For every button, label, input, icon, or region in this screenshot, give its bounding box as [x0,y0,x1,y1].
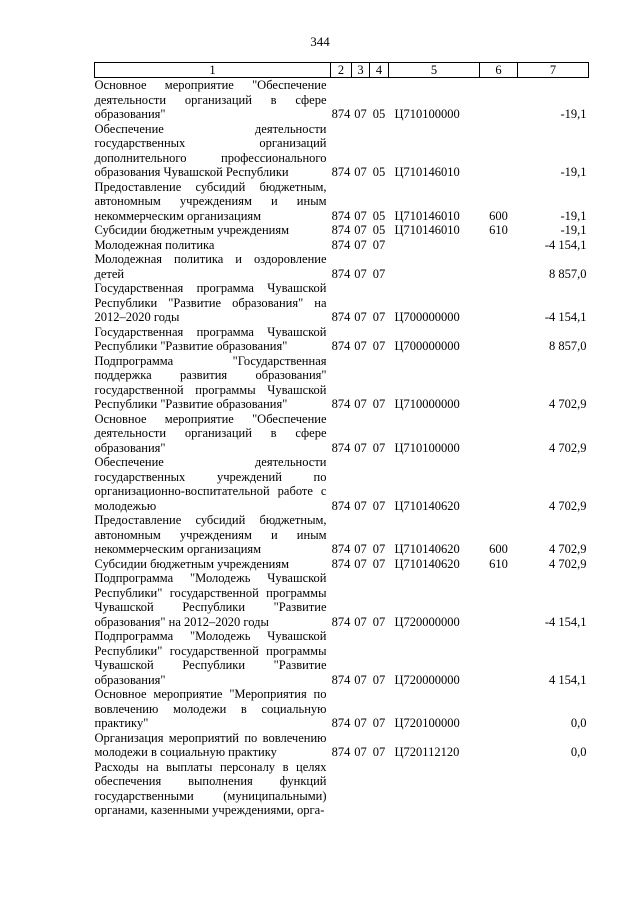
row-name: Подпрограмма "Государственная поддержка развития образования" государственной программы Чувашской Республики "Развитие образования" [94,353,327,411]
row-amount: 4 702,9 [549,498,587,513]
row-amount [518,760,589,818]
row-csr-code: Ц710146010 [394,223,460,237]
row-gr-code: 874 [331,237,351,252]
row-pr-code: 07 [372,266,386,281]
row-rz-code: 07 [354,672,367,687]
table-row [95,513,589,557]
row-gr-code [331,760,352,818]
row-gr-code: 874 [331,440,351,455]
row-name: Субсидии бюджетным учреждениям [94,223,290,237]
page-number: 344 [310,34,330,49]
row-csr-code: Ц720000000 [394,672,460,687]
header-col-6: 6 [480,63,518,78]
row-csr-code: Ц720000000 [394,614,460,629]
table-row [95,412,589,456]
row-pr-code: 05 [372,107,386,121]
row-vr-code [480,238,518,253]
row-csr-code: Ц710000000 [394,397,460,411]
row-name: Основное мероприятие "Обеспечение деятельности организаций в сфере образования" [94,411,327,455]
row-csr-code: Ц710146010 [394,165,460,179]
row-gr-code: 874 [331,745,351,759]
table-row [95,325,589,354]
row-amount: 4 702,9 [549,542,587,556]
row-gr-code: 874 [331,542,351,556]
row-csr-code: Ц710146010 [394,208,460,223]
row-amount: -19,1 [560,208,587,223]
row-pr-code: 07 [372,498,386,513]
row-vr-code [480,412,518,456]
row-rz-code: 07 [354,107,367,121]
row-vr-code [480,122,518,180]
row-rz-code: 07 [354,716,367,730]
row-pr-code: 07 [372,672,386,687]
row-pr-code: 07 [372,397,386,411]
row-csr-code: Ц720100000 [394,716,460,730]
table-row [95,455,589,513]
row-vr-code [480,455,518,513]
row-name: Государственная программа Чувашской Республики "Развитие образования" [94,324,327,353]
row-amount: 4 702,9 [549,556,587,571]
row-rz-code [352,760,370,818]
row-rz-code: 07 [354,745,367,759]
table-row [95,78,589,122]
row-name: Обеспечение деятельности государственных учреждений по организационно-воспитательной работе с молодежью [94,455,327,513]
header-col-1: 1 [95,63,331,78]
table-row [95,223,589,238]
row-pr-code: 07 [372,440,386,455]
row-name: Предоставление субсидий бюджетным, автономным учреждениям и иным некоммерческим организациям [94,513,327,556]
row-gr-code: 874 [331,672,351,687]
row-csr-code: Ц700000000 [394,310,460,324]
row-vr-code: 600 [489,542,508,556]
row-gr-code: 874 [331,498,351,513]
row-pr-code: 05 [372,208,386,223]
row-name: Основное мероприятие "Мероприятия по вовлечению молодежи в социальную практику" [94,687,327,730]
row-name: Обеспечение деятельности государственных организаций дополнительного профессионального образования Чувашской Республики [94,121,327,179]
row-gr-code: 874 [331,716,351,730]
row-amount: 8 857,0 [549,339,587,353]
table-row [95,731,589,760]
table-row [95,557,589,572]
row-name: Предоставление субсидий бюджетным, автономным учреждениям и иным некоммерческим организациям [94,179,327,223]
row-vr-code [480,281,518,325]
row-gr-code: 874 [331,339,351,353]
row-name: Организация мероприятий по вовлечению молодежи в социальную практику [94,730,327,759]
row-name: Молодежная политика и оздоровление детей [94,252,327,281]
row-amount: -4 154,1 [544,310,587,324]
row-rz-code: 07 [354,498,367,513]
row-gr-code: 874 [331,223,351,237]
row-pr-code: 07 [372,542,386,556]
row-csr-code [389,252,480,281]
header-col-7: 7 [518,63,589,78]
row-rz-code: 07 [354,208,367,223]
row-csr-code: Ц710140620 [394,556,460,571]
row-vr-code [480,252,518,281]
row-vr-code [480,571,518,629]
row-gr-code: 874 [331,614,351,629]
row-vr-code [480,760,518,818]
row-amount: -19,1 [560,223,587,237]
row-rz-code: 07 [354,223,367,237]
row-vr-code [480,731,518,760]
table-row [95,354,589,412]
table-row [95,760,589,818]
row-csr-code [389,238,480,253]
row-rz-code: 07 [354,339,367,353]
row-rz-code: 07 [354,165,367,179]
header-col-2: 2 [331,63,352,78]
row-name: Подпрограмма "Молодежь Чувашской Республики" государственной программы Чувашской Республики "Развитие образования" [94,629,327,687]
row-rz-code: 07 [354,440,367,455]
row-amount: 4 702,9 [549,397,587,411]
row-amount: -4 154,1 [544,614,587,629]
row-amount: 4 702,9 [549,440,587,455]
row-gr-code: 874 [331,556,351,571]
row-csr-code: Ц700000000 [394,339,460,353]
row-csr-code [389,760,480,818]
row-vr-code [480,687,518,731]
row-csr-code: Ц720112120 [394,745,460,759]
row-rz-code: 07 [354,237,367,252]
row-name: Подпрограмма "Молодежь Чувашской Республики" государственной программы Чувашской Республики "Развитие образования" на 2012–2020 годы [94,571,327,629]
table-row [95,687,589,731]
row-amount: -4 154,1 [544,237,587,252]
row-pr-code: 07 [372,556,386,571]
table-row [95,629,589,687]
row-gr-code: 874 [331,165,351,179]
row-amount: 0,0 [570,745,587,759]
row-pr-code: 05 [372,223,386,237]
row-gr-code: 874 [331,310,351,324]
table-header-row [95,63,589,78]
row-rz-code: 07 [354,542,367,556]
row-csr-code: Ц710140620 [394,542,460,556]
row-vr-code [480,354,518,412]
row-vr-code [480,78,518,122]
row-gr-code: 874 [331,397,351,411]
table-row [95,571,589,629]
row-pr-code: 07 [372,339,386,353]
row-vr-code: 610 [489,223,508,237]
table-row [95,281,589,325]
row-name: Основное мероприятие "Обеспечение деятельности организаций в сфере образования" [94,78,327,121]
row-pr-code: 07 [372,614,386,629]
row-pr-code: 07 [372,745,386,759]
row-vr-code: 600 [489,208,508,223]
row-amount: 4 154,1 [549,672,587,687]
row-csr-code: Ц710100000 [394,440,460,455]
row-csr-code: Ц710140620 [394,498,460,513]
row-amount: -19,1 [560,165,587,179]
row-pr-code [370,760,389,818]
table-row [95,122,589,180]
row-pr-code: 07 [372,237,386,252]
row-vr-code [480,325,518,354]
budget-table [94,62,589,818]
row-rz-code: 07 [354,397,367,411]
row-amount: -19,1 [560,107,587,121]
row-amount: 0,0 [570,716,587,730]
row-gr-code: 874 [331,208,351,223]
row-pr-code: 07 [372,716,386,730]
row-amount: 8 857,0 [549,266,587,281]
table-row [95,238,589,253]
header-col-3: 3 [352,63,370,78]
row-name: Субсидии бюджетным учреждениям [94,556,290,571]
row-csr-code: Ц710100000 [394,107,460,121]
header-col-4: 4 [370,63,389,78]
row-pr-code: 07 [372,310,386,324]
row-vr-code: 610 [489,556,508,571]
row-rz-code: 07 [354,556,367,571]
row-pr-code: 05 [372,165,386,179]
row-name: Государственная программа Чувашской Республики "Развитие образования" на 2012–2020 годы [94,281,327,324]
row-gr-code: 874 [331,107,351,121]
table-row [95,252,589,281]
row-rz-code: 07 [354,310,367,324]
row-vr-code [480,629,518,687]
row-gr-code: 874 [331,266,351,281]
row-name: Молодежная политика [94,237,215,252]
row-rz-code: 07 [354,266,367,281]
row-rz-code: 07 [354,614,367,629]
header-col-5: 5 [389,63,480,78]
table-row [95,180,589,224]
row-name: Расходы на выплаты персоналу в целях обеспечения выполнения функций государственными (муниципальными) органами, казенными учреждениями, орга- [94,759,327,817]
